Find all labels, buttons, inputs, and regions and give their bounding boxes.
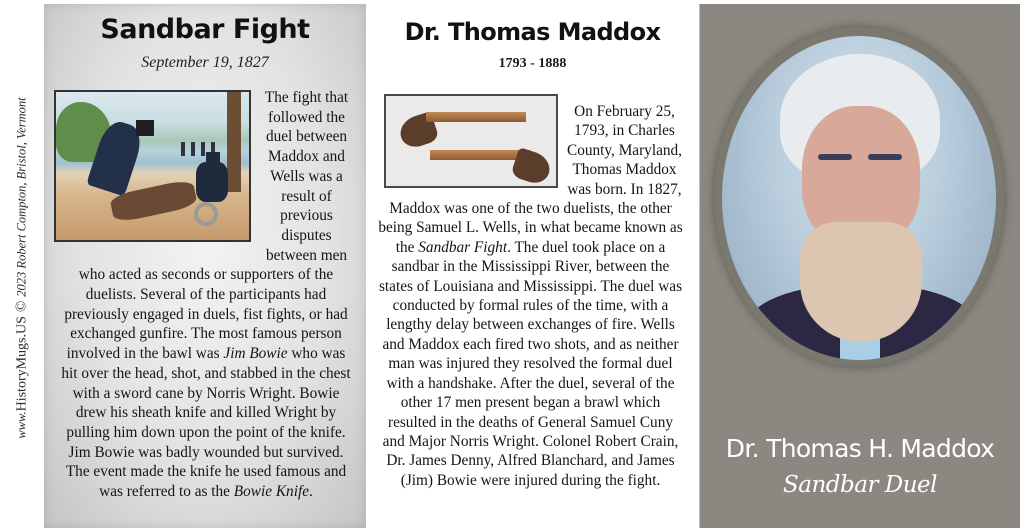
sandbar-fight-panel	[44, 4, 366, 528]
copyright-strip	[0, 0, 44, 532]
copyright-text	[14, 97, 31, 438]
pistol-grip-icon	[510, 147, 554, 187]
sandbar-fight-text	[58, 88, 354, 502]
sandbar-fight-date: September 19, 1827	[141, 54, 269, 71]
biography-panel	[366, 4, 700, 528]
dueling-pistols-image	[384, 94, 558, 188]
painting-tree-trunk	[227, 92, 241, 192]
sandbar-text-part3: .	[309, 483, 313, 501]
biography-title: Dr. Thomas Maddox	[404, 18, 661, 46]
pistol-barrel-icon	[426, 112, 526, 122]
portrait-panel	[700, 4, 1020, 528]
painting-hat-ground	[194, 202, 218, 226]
biography-text-part1: On February 25, 1793, in Charles County, Maryland, Thomas Maddox was born. In 1827, Maddox was one of the two duelists, the other being Samuel L. Wells, in what became known as the	[378, 103, 683, 256]
credit-www: www.	[14, 411, 29, 439]
sandbar-fight-term: Sandbar Fight	[418, 238, 508, 256]
lifespan-years: 1793 - 1888	[498, 56, 567, 71]
portrait-brow-left	[818, 154, 852, 160]
credit-brand: HistoryMugs.US	[14, 316, 30, 412]
biography-text-part2: . The duel took place on a sandbar in the Mississippi River, between the states of Louisiana and Mississippi. The duel was conducted by formal rules of the time, with a lengthy delay between exchanges of fire. Wells and Maddox each fired two shots, and as neither man was injured they resolved the formal duel with a handshake. After the duel, several of the other 17 men present began a brawl which resulted in the deaths of General Samuel Cuny and Major Norris Wright. Colonel Robert Crain, Dr. James Denny, Alfred Blanchard, and James (Jim) Bowie were injured during the fight.	[378, 238, 683, 489]
jim-bowie-name: Jim Bowie	[223, 345, 288, 363]
credit-owner: 2023 Robert Compton, Bristol, Vermont	[14, 97, 29, 297]
portrait-image	[722, 36, 996, 360]
portrait-beard	[800, 222, 922, 342]
portrait-brow-right	[868, 154, 902, 160]
copyright-icon: ©	[13, 300, 30, 313]
sandbar-text-part2: who was hit over the head, shot, and stabbed in the chest with a sword cane by Norris Wright. Bowie drew his sheath knife and killed Wright by pulling him down upon the point of the knife. Jim Bowie was badly wounded but survived. The event made the knife he used famous and was referred to as the	[61, 345, 351, 501]
portrait-subtitle: Sandbar Duel	[783, 472, 937, 498]
biography-text	[376, 102, 685, 490]
sandbar-fight-title: Sandbar Fight	[100, 14, 310, 45]
portrait-name: Dr. Thomas H. Maddox	[725, 434, 995, 463]
painting-top-hat	[136, 120, 154, 136]
painting-hat-seated	[206, 152, 220, 164]
sandbar-text-part1: The fight that followed the duel between Maddox and Wells was a result of previous disputes between men who acted as seconds or supporters of the duelists. Several of the participants had previously engaged in duels, fist fights, or had exchanged gunfire. The most famous person involved in the bawl was	[64, 89, 349, 363]
painting-figure-seated	[196, 162, 228, 202]
sandbar-fight-painting	[54, 90, 251, 242]
bowie-knife-term: Bowie Knife	[233, 483, 309, 501]
